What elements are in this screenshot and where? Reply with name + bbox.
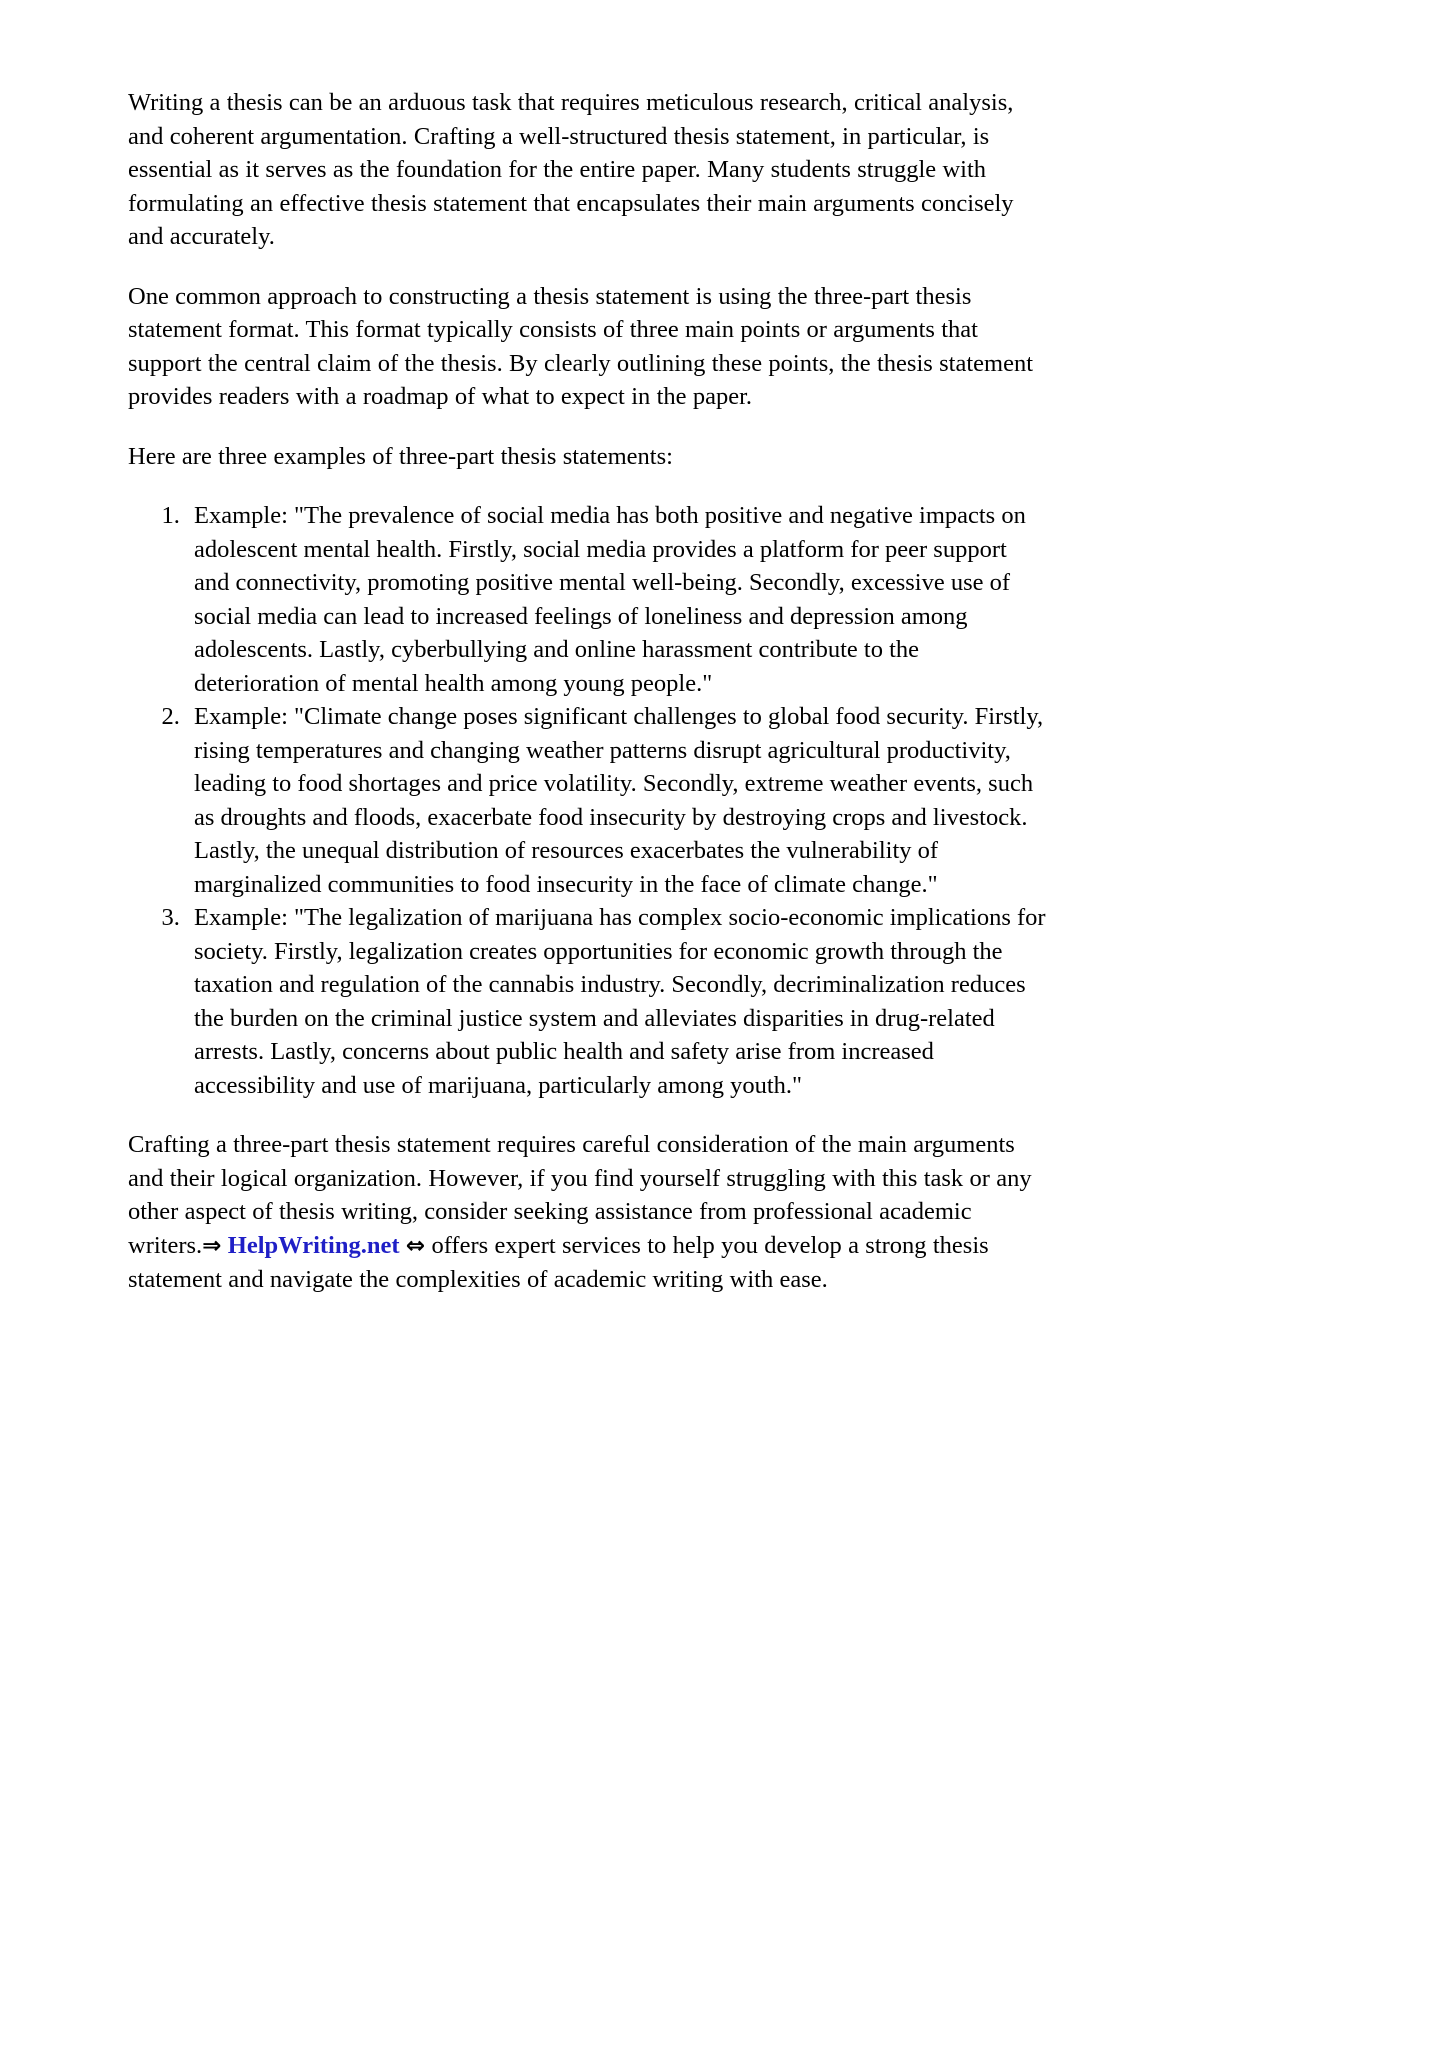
list-item: 2. Example: "Climate change poses significant challenges to global food security. Firstly, rising temperatures and changing weather patterns disrupt agricultural productivity, leading to food shortages and price volatility. Secondly, extreme weather events, such as droughts and floods, exacerbate food insecurity by destroying crops and livestock. Lastly, the unequal distribution of resources exacerbates the vulnerability of marginalized communities to food insecurity in the face of climate change." [186, 700, 1048, 901]
paragraph-lead-in: Here are three examples of three-part thesis statements: [128, 442, 673, 470]
closing-text-after-link: offers expert services to help you develop a strong thesis statement and navigate the complexities of academic writing with ease. [128, 1231, 989, 1293]
document-body [128, 86, 1048, 1297]
paragraph-closing [128, 1128, 1048, 1297]
paragraph-approach: One common approach to constructing a thesis statement is using the three-part thesis statement format. This format typically consists of three main points or arguments that support the central claim of the thesis. By clearly outlining these points, the thesis statement provides readers with a roadmap of what to expect in the paper. [128, 282, 1034, 410]
left-right-double-arrow-icon: ⇔ [405, 1232, 426, 1259]
helpwriting-link[interactable]: HelpWriting.net [227, 1231, 400, 1259]
examples-list [128, 499, 1048, 1102]
list-item: 3. Example: "The legalization of marijuana has complex socio-economic implications for society. Firstly, legalization creates opportunities for economic growth through the taxation and regulation of the cannabis industry. Secondly, decriminalization reduces the burden on the criminal justice system and alleviates disparities in drug-related arrests. Lastly, concerns about public health and safety arise from increased accessibility and use of marijuana, particularly among youth." [186, 901, 1048, 1102]
list-item: 1. Example: "The prevalence of social media has both positive and negative impacts on adolescent mental health. Firstly, social media provides a platform for peer support and connectivity, promoting positive mental well-being. Secondly, excessive use of social media can lead to increased feelings of loneliness and depression among adolescents. Lastly, cyberbullying and online harassment contribute to the deterioration of mental health among young people." [186, 499, 1048, 700]
double-right-arrow-icon: ⇒ [202, 1232, 222, 1259]
closing-text-before-link: Crafting a three-part thesis statement requires careful consideration of the main arguments and their logical organization. However, if you find yourself struggling with this task or any other aspect of thesis writing, consider seeking assistance from professional academic writers. [128, 1131, 1032, 1259]
paragraph-intro: Writing a thesis can be an arduous task that requires meticulous research, critical analysis, and coherent argumentation. Crafting a well-structured thesis statement, in particular, is essential as it serves as the foundation for the entire paper. Many students struggle with formulating an effective thesis statement that encapsulates their main arguments concisely and accurately. [128, 89, 1014, 250]
